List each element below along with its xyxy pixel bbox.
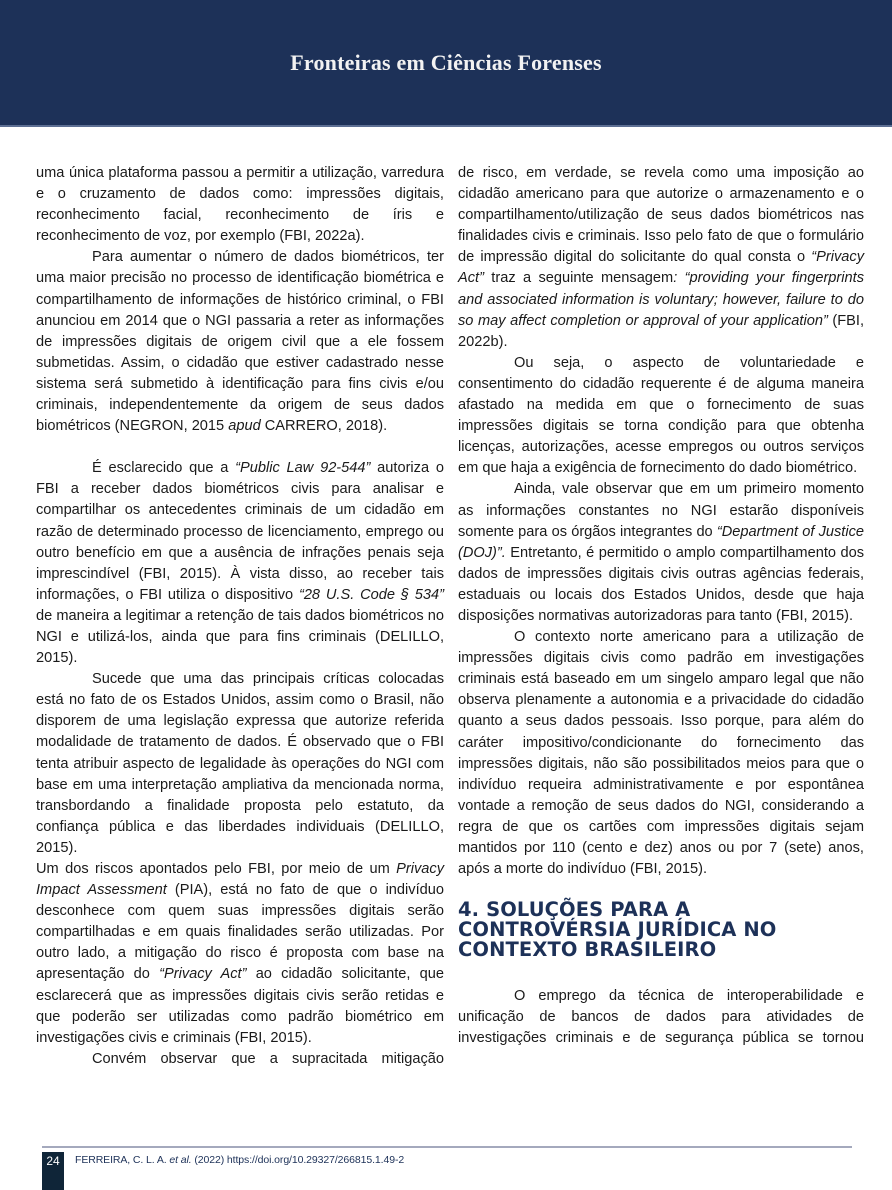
paragraph: [36, 458, 444, 669]
footer-citation[interactable]: [75, 1154, 404, 1166]
text-run: de risco, em verdade, se revela como uma imposição ao cidadão americano para que autorize o armazenamento e o compartilhamento/utilização de seus dados biométricos nas finalidades civis e criminais. Isso pelo fato de que o formulário de impressão digital do solicitante do qual consta o: [458, 165, 864, 266]
citation-doi[interactable]: (2022) https://doi.org/10.29327/266815.1.49-2: [191, 1154, 405, 1166]
text-run: CARRERO, 2018).: [260, 418, 388, 435]
italic-text: “Privacy Act”: [458, 249, 864, 287]
paragraph: [36, 859, 444, 1049]
section-heading-line: CONTEXTO BRASILEIRO: [458, 938, 717, 962]
text-run: É esclarecido que a: [92, 460, 236, 477]
journal-header: [0, 0, 892, 127]
paragraph: [458, 479, 864, 627]
paragraph: [36, 669, 444, 859]
italic-text: : “providing your fingerprints and associated information is voluntary; however, failure to do so may affect completion or approval of your application”: [458, 270, 864, 329]
paragraph: [36, 247, 444, 437]
paragraph: [458, 353, 864, 480]
text-run: Sucede que uma das principais críticas colocadas está no fato de os Estados Unidos, assim como o Brasil, não disporem de uma legislação expressa que autorize referida modalidade de tratamento de dados. É observado que o FBI tenta atribuir aspecto de legalidade às operações do NGI com base em uma interpretação ampliativa da mencionada norma, transbordando a finalidade proposta pelo estatuto, da confiança pública e das liberdades individuais (DELILLO, 2015).: [36, 671, 444, 856]
citation-authors: FERREIRA, C. L. A.: [75, 1154, 170, 1166]
italic-text: apud: [228, 418, 261, 435]
text-run: uma única plataforma passou a permitir a utilização, varredura e o cruzamento de dados como: impressões digitais, reconhecimento facial, reconhecimento de íris e reconhecimento de voz, por exemplo (FBI, 2022a).: [36, 165, 444, 245]
italic-text: Privacy Impact Assessment: [36, 861, 444, 899]
text-run: Convém observar que a supracitada mitigação: [92, 1050, 444, 1067]
paragraph: [36, 1049, 444, 1070]
left-column: [36, 163, 444, 1070]
text-run: Ainda, vale observar que em um primeiro momento as informações constantes no NGI estarão disponíveis somente para os órgãos integrantes do: [458, 481, 864, 540]
italic-text: “Public Law 92-544”: [235, 460, 371, 477]
section-heading: [458, 900, 864, 960]
text-run: de maneira a legitimar a retenção de tais dados biométricos no NGI e utilizá-los, ainda que para fins criminais (DELILLO, 2015).: [36, 607, 444, 667]
paragraph: [458, 163, 864, 353]
italic-text: “Privacy Act”: [159, 966, 247, 983]
footer-divider: [42, 1146, 852, 1148]
text-run: Um dos riscos apontados pelo FBI, por meio de um: [36, 861, 397, 877]
text-run: O emprego da técnica de interoperabilidade e unificação de bancos de dados para atividades de investigações criminais e de segurança pública se tornou: [458, 988, 864, 1047]
text-run: autoriza o FBI a receber dados biométricos civis para analisar e compartilhar os antecedentes criminais de um cidadão em razão de determinado processo de licenciamento, emprego ou outro benefício em que a ausência de infrações penais seja imprescindível (FBI, 2015). À vista disso, ao receber tais informações, o FBI utiliza o dispositivo: [36, 460, 444, 603]
paragraph: [458, 627, 864, 880]
text-run: Entretanto, é permitido o amplo compartilhamento dos dados de impressões digitais civis outras agências federais, estaduais ou locais dos Estados Unidos, desde que haja disposições normativas autorizadoras para tanto (FBI, 2015).: [458, 544, 864, 624]
italic-text: “28 U.S. Code § 534”: [298, 586, 444, 603]
citation-etal: et al.: [169, 1154, 192, 1166]
text-run: ao cidadão solicitante, que esclarecerá que as impressões digitais civis serão retidas e que poderão ser utilizadas como padrão biométrico em investigações civis e criminais (FBI, 2015).: [36, 966, 445, 1046]
page-number-box: [42, 1152, 64, 1190]
text-run: Ou seja, o aspecto de voluntariedade e consentimento do cidadão requerente é de alguma maneira afastado na medida em que o fornecimento de suas impressões digitais se torna condição para que obtenha licenças, autorizações, acesse empregos ou outros serviços em que haja a exigência de fornecimento do dado biométrico.: [458, 354, 864, 477]
page-number: 24: [46, 1154, 60, 1168]
text-run: (FBI, 2022b).: [458, 312, 864, 350]
journal-title: Fronteiras em Ciências Forenses: [290, 50, 602, 75]
italic-text: “Department of Justice (DOJ)”.: [458, 523, 864, 561]
text-run: (PIA), está no fato de que o indivíduo desconhece com quem suas impressões digitais serão compartilhadas e em quais finalidades serão utilizadas. Por outro lado, a mitigação do risco é proposta com base na apresentação do: [36, 882, 444, 983]
text-run: Para aumentar o número de dados biométricos, ter uma maior precisão no processo de identificação biométrica e compartilhamento de informações de histórico criminal, o FBI anunciou em 2014 que o NGI passaria a reter as informações de impressões digitais de origem civil que a ele fossem submetidas. Assim, o cidadão que estiver cadastrado nesse sistema será submetido à identificação para fins civis e/ou criminais, independentemente da origem de seus dados biométricos (NEGRON, 2015: [36, 249, 444, 435]
section-heading-line: 4. SOLUÇÕES PARA A: [458, 898, 691, 922]
paragraph: [458, 986, 864, 1049]
text-run: traz a seguinte mensagem: [483, 270, 674, 287]
section-heading-line: CONTROVÉRSIA JURÍDICA NO: [458, 918, 777, 942]
paragraph: [36, 163, 444, 247]
right-column: [458, 163, 864, 1049]
text-run: O contexto norte americano para a utilização de impressões digitais civis como padrão em investigações criminais está baseado em um singelo amparo legal que não observa plenamente a autonomia e a privacidade do cidadão quanto a seus dados pessoais. Isso porque, para além do caráter impositivo/condicionante do fornecimento das impressões digitais, não são possibilitados meios para que o indivíduo requeira administrativamente e por espontânea vontade a remoção de seus dados do NGI, considerando a regra de que os cartões com impressões digitais sejam mantidos por 110 (cento e dez) anos ou por 7 (sete) anos, após a morte do indivíduo (FBI, 2015).: [458, 629, 864, 878]
